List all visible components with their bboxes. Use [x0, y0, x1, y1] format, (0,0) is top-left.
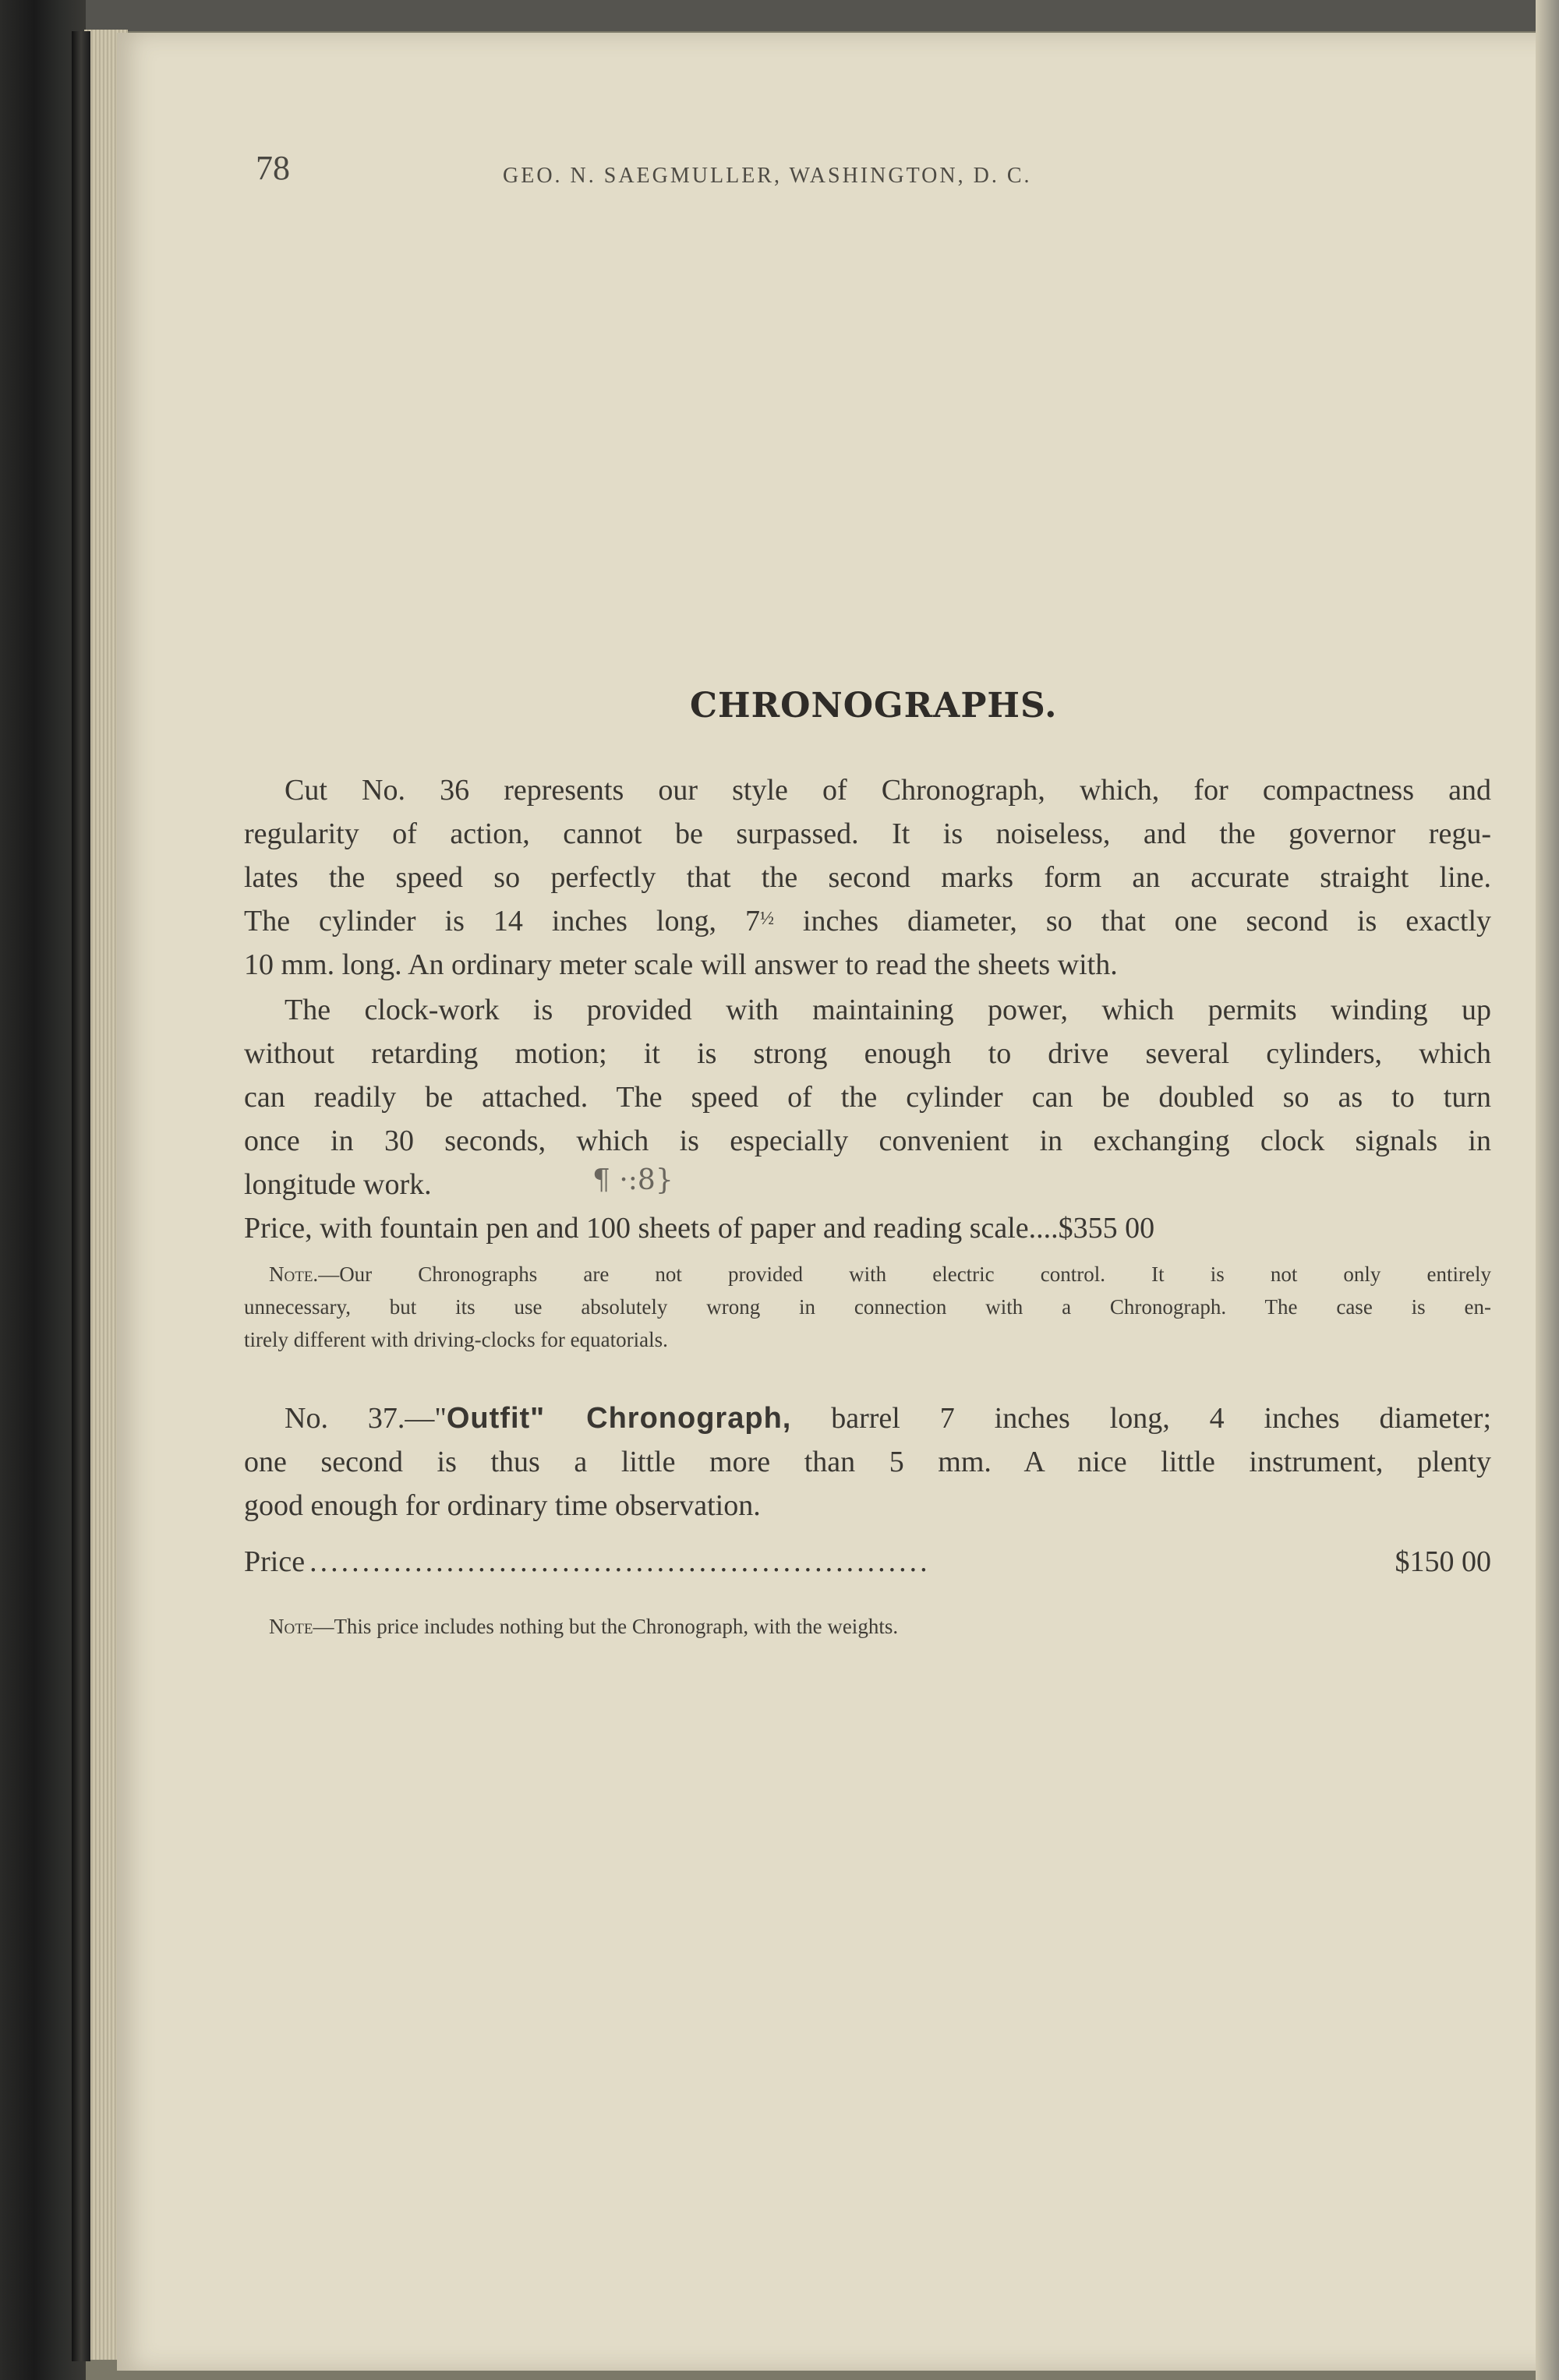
note1-line-3: tirely different with driving-clocks for equatorials.: [244, 1328, 668, 1351]
para2-line-2: without retarding motion; it is strong enough to drive several cylinders, which: [244, 1037, 1491, 1070]
para1-line-5: 10 mm. long. An ordinary meter scale will answer to read the sheets with.: [244, 948, 1118, 981]
no37-line-1-rest: barrel 7 inches long, 4 inches diameter;: [791, 1402, 1491, 1435]
paper-page: [117, 33, 1559, 2371]
no37-number: No. 37.—": [285, 1402, 447, 1435]
scan-background-right: [1536, 0, 1559, 2380]
para1-line-3: lates the speed so perfectly that the second marks form an accurate straight line.: [244, 861, 1491, 894]
no37-line-2: one second is thus a little more than 5 mm. A nice little instrument, plenty: [244, 1446, 1491, 1478]
para1-line-1: Cut No. 36 represents our style of Chronograph, which, for compactness and: [285, 774, 1491, 807]
para1-line-4: [244, 904, 1491, 938]
no37-product-name: Outfit" Chronograph,: [446, 1402, 792, 1435]
price-amount: $150 00: [1395, 1545, 1491, 1578]
note2-label: Note: [269, 1615, 313, 1638]
binding-spine-edge: [72, 31, 90, 2361]
page-number: 78: [256, 149, 290, 187]
para2-line-1: The clock-work is provided with maintaining power, which permits winding up: [285, 994, 1491, 1026]
price-line-355: Price, with fountain pen and 100 sheets of paper and reading scale....$355 00: [244, 1212, 1155, 1245]
no37-line-3: good enough for ordinary time observation.: [244, 1489, 761, 1522]
para1-line-4-end: inches diameter, so that one second is exactly: [773, 905, 1491, 938]
para1-line-2: regularity of action, cannot be surpassed. It is noiseless, and the governor regu-: [244, 817, 1491, 850]
price-line-150: [244, 1545, 1491, 1579]
no37-line-1: [285, 1401, 1491, 1435]
running-head: GEO. N. SAEGMULLER, WASHINGTON, D. C.: [503, 164, 1032, 188]
price-leader-dots: ...........................................................: [309, 1545, 931, 1578]
note1-line-1: [269, 1262, 1491, 1287]
para2-line-5: longitude work.: [244, 1168, 432, 1201]
scan-background-top: [86, 0, 1559, 31]
note2-line: [269, 1615, 898, 1639]
para2-line-4: once in 30 seconds, which is especially convenient in exchanging clock signals in: [244, 1125, 1491, 1157]
section-title: CHRONOGRAPHS.: [690, 686, 1058, 726]
fraction-half: ½: [759, 909, 774, 929]
para1-line-4-start: The cylinder is 14 inches long, 7: [244, 905, 760, 938]
note1-line-1-text: —Our Chronographs are not provided with electric control. It is not only entirely: [318, 1262, 1491, 1286]
note1-label: Note.: [269, 1262, 319, 1286]
para2-line-3: can readily be attached. The speed of the cylinder can be doubled so as to turn: [244, 1081, 1491, 1114]
price-label: Price: [244, 1545, 306, 1578]
stamp-mark: ¶ ·:8}: [592, 1164, 673, 1196]
note1-line-2: unnecessary, but its use absolutely wrong in connection with a Chronograph. The case is en-: [244, 1295, 1491, 1319]
note2-text: —This price includes nothing but the Chronograph, with the weights.: [313, 1615, 899, 1638]
